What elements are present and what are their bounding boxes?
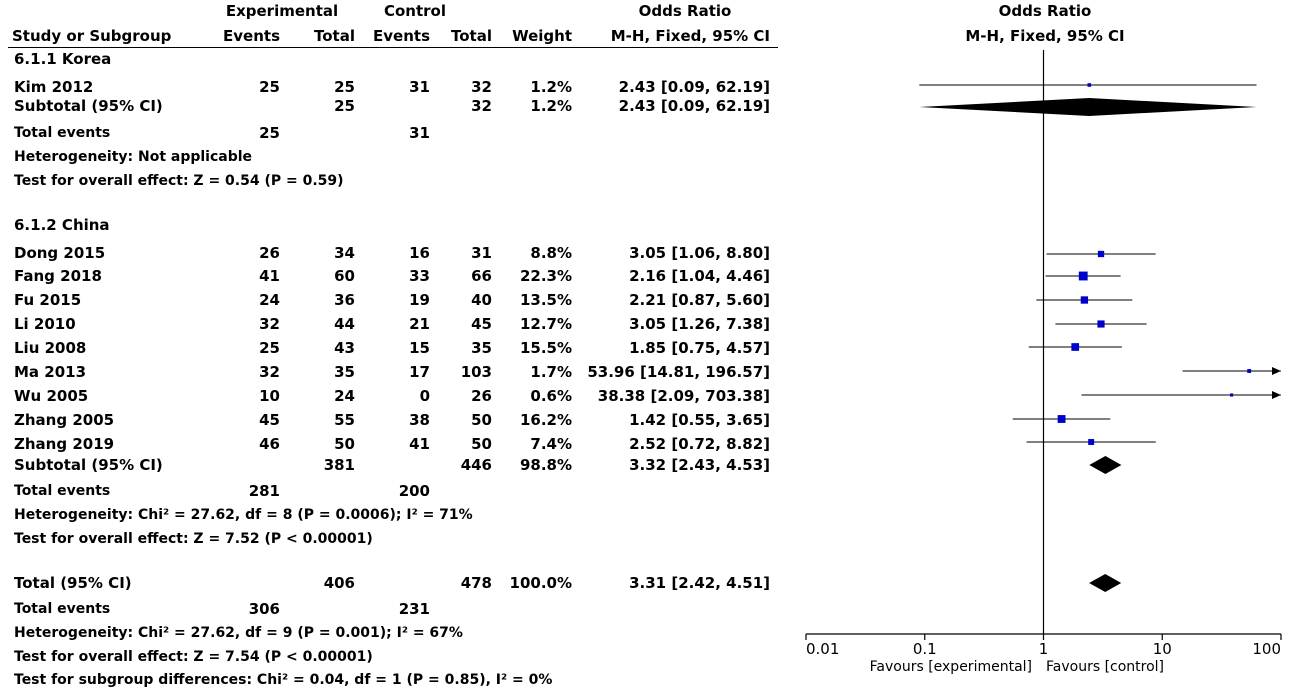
total-events-label: Total events (14, 125, 111, 141)
total-events-ctl: 31 (409, 124, 430, 142)
study-name: Li 2010 (14, 315, 76, 333)
exp-total: 36 (334, 291, 355, 309)
weight: 15.5% (519, 339, 572, 357)
ctl-events: 19 (409, 291, 430, 309)
weight: 7.4% (530, 435, 572, 453)
total-events-label: Total events (14, 601, 111, 617)
subtotal-weight: 98.8% (519, 456, 572, 474)
exp-events: 32 (259, 363, 280, 381)
exp-events: 32 (259, 315, 280, 333)
subtotal-label: Subtotal (95% CI) (14, 456, 163, 474)
ctl-events: 17 (409, 363, 430, 381)
subtotal-ctl-total: 446 (460, 456, 492, 474)
study-marker (1087, 83, 1091, 87)
weight: 16.2% (519, 411, 572, 429)
ctl-events: 33 (409, 267, 430, 285)
overall-effect-text: Test for overall effect: Z = 0.54 (P = 0.59) (14, 173, 344, 189)
ctl-events: 21 (409, 315, 430, 333)
study-marker (1097, 320, 1104, 327)
ctl-total: 103 (460, 363, 492, 381)
pooled-diamond (1089, 456, 1121, 474)
weight: 1.2% (530, 78, 572, 96)
header-ctl-total: Total (451, 27, 492, 45)
or-ci: 3.05 [1.26, 7.38] (629, 315, 770, 333)
exp-total: 35 (334, 363, 355, 381)
overall-effect-text: Test for overall effect: Z = 7.52 (P < 0.00001) (14, 531, 373, 547)
subgroup-differences-text: Test for subgroup differences: Chi² = 0.04, df = 1 (P = 0.85), I² = 0% (14, 672, 553, 688)
study-name: Zhang 2005 (14, 411, 115, 429)
total-events-label: Total events (14, 483, 111, 499)
exp-total: 43 (334, 339, 355, 357)
weight: 22.3% (519, 267, 572, 285)
x-tick-label: 10 (1152, 640, 1172, 658)
total-or-ci: 3.31 [2.42, 4.51] (629, 574, 770, 592)
exp-events: 10 (259, 387, 280, 405)
subgroup-title: 6.1.2 China (14, 216, 110, 234)
total-events-ctl: 231 (398, 600, 430, 618)
subtotal-exp-total: 381 (323, 456, 355, 474)
or-ci: 38.38 [2.09, 703.38] (597, 387, 770, 405)
total-label: Total (95% CI) (14, 574, 132, 592)
study-marker (1058, 415, 1066, 423)
ctl-total: 66 (471, 267, 492, 285)
header-experimental: Experimental (225, 2, 339, 20)
weight: 13.5% (519, 291, 572, 309)
weight: 12.7% (519, 315, 572, 333)
x-tick-label: 0.01 (806, 640, 840, 658)
or-ci: 1.42 [0.55, 3.65] (629, 411, 770, 429)
x-tick-label: 1 (1038, 640, 1049, 658)
ctl-events: 16 (409, 244, 430, 262)
study-marker (1247, 369, 1251, 373)
study-marker (1071, 343, 1079, 351)
weight: 0.6% (530, 387, 572, 405)
x-tick-label: 100 (1252, 640, 1281, 658)
ctl-events: 41 (409, 435, 430, 453)
weight: 1.7% (530, 363, 572, 381)
study-marker (1079, 272, 1088, 281)
ctl-total: 35 (471, 339, 492, 357)
or-ci: 53.96 [14.81, 196.57] (587, 363, 770, 381)
or-ci: 3.05 [1.06, 8.80] (629, 244, 770, 262)
ctl-total: 40 (471, 291, 492, 309)
or-ci: 2.16 [1.04, 4.46] (629, 267, 770, 285)
ctl-total: 50 (471, 411, 492, 429)
total-ctl-total: 478 (460, 574, 492, 592)
study-name: Dong 2015 (14, 244, 106, 262)
study-marker (1230, 393, 1233, 396)
subtotal-weight: 1.2% (530, 97, 572, 115)
or-ci: 2.52 [0.72, 8.82] (629, 435, 770, 453)
ctl-total: 32 (471, 78, 492, 96)
exp-events: 26 (259, 244, 280, 262)
subtotal-or-ci: 2.43 [0.09, 62.19] (618, 97, 770, 115)
x-tick-label: 0.1 (912, 640, 937, 658)
study-name: Liu 2008 (14, 339, 87, 357)
study-name: Wu 2005 (14, 387, 89, 405)
total-weight: 100.0% (509, 574, 572, 592)
pooled-diamond (1089, 574, 1121, 592)
header-study: Study or Subgroup (12, 27, 172, 45)
study-name: Kim 2012 (14, 78, 94, 96)
total-events-exp: 306 (248, 600, 280, 618)
header-rule (8, 47, 778, 48)
ci-arrow (1272, 367, 1281, 375)
or-ci: 2.21 [0.87, 5.60] (629, 291, 770, 309)
subtotal-ctl-total: 32 (471, 97, 492, 115)
total-events-exp: 281 (248, 482, 280, 500)
exp-events: 25 (259, 78, 280, 96)
header-control: Control (383, 2, 446, 20)
study-name: Zhang 2019 (14, 435, 115, 453)
study-marker (1088, 439, 1094, 445)
total-exp-total: 406 (323, 574, 355, 592)
heterogeneity-text: Heterogeneity: Chi² = 27.62, df = 9 (P = 0.001); I² = 67% (14, 625, 463, 641)
exp-events: 25 (259, 339, 280, 357)
header-weight: Weight (512, 27, 572, 45)
favours-control-label: Favours [control] (1046, 659, 1165, 675)
header-odds-ratio-table: Odds Ratio (638, 2, 732, 20)
exp-events: 45 (259, 411, 280, 429)
total-events-exp: 25 (259, 124, 280, 142)
header-ctl-events: Events (373, 27, 430, 45)
exp-total: 60 (334, 267, 355, 285)
exp-total: 24 (334, 387, 355, 405)
exp-events: 46 (259, 435, 280, 453)
weight: 8.8% (530, 244, 572, 262)
header-method-table: M-H, Fixed, 95% CI (610, 27, 770, 45)
header-exp-events: Events (223, 27, 280, 45)
subtotal-or-ci: 3.32 [2.43, 4.53] (629, 456, 770, 474)
study-name: Fu 2015 (14, 291, 82, 309)
header-exp-total: Total (314, 27, 355, 45)
ctl-events: 31 (409, 78, 430, 96)
favours-experimental-label: Favours [experimental] (869, 659, 1032, 675)
or-ci: 2.43 [0.09, 62.19] (618, 78, 770, 96)
ci-arrow (1272, 391, 1281, 399)
total-events-ctl: 200 (398, 482, 430, 500)
ctl-events: 38 (409, 411, 430, 429)
exp-total: 44 (334, 315, 355, 333)
ctl-events: 0 (419, 387, 430, 405)
exp-total: 50 (334, 435, 355, 453)
pooled-diamond (919, 98, 1256, 116)
ctl-total: 50 (471, 435, 492, 453)
or-ci: 1.85 [0.75, 4.57] (629, 339, 770, 357)
overall-effect-text: Test for overall effect: Z = 7.54 (P < 0.00001) (14, 649, 373, 665)
study-marker (1098, 251, 1104, 257)
exp-events: 24 (259, 291, 280, 309)
exp-total: 25 (334, 78, 355, 96)
heterogeneity-text: Heterogeneity: Not applicable (14, 149, 253, 165)
ctl-events: 15 (409, 339, 430, 357)
exp-total: 55 (334, 411, 355, 429)
ctl-total: 45 (471, 315, 492, 333)
study-name: Fang 2018 (14, 267, 102, 285)
header-method-plot: M-H, Fixed, 95% CI (965, 27, 1125, 45)
ctl-total: 31 (471, 244, 492, 262)
exp-events: 41 (259, 267, 280, 285)
exp-total: 34 (334, 244, 355, 262)
heterogeneity-text: Heterogeneity: Chi² = 27.62, df = 8 (P = 0.0006); I² = 71% (14, 507, 473, 523)
subtotal-label: Subtotal (95% CI) (14, 97, 163, 115)
subgroup-title: 6.1.1 Korea (14, 50, 112, 68)
study-name: Ma 2013 (14, 363, 87, 381)
subtotal-exp-total: 25 (334, 97, 355, 115)
study-marker (1081, 296, 1088, 303)
ctl-total: 26 (471, 387, 492, 405)
header-odds-ratio-plot: Odds Ratio (998, 2, 1092, 20)
